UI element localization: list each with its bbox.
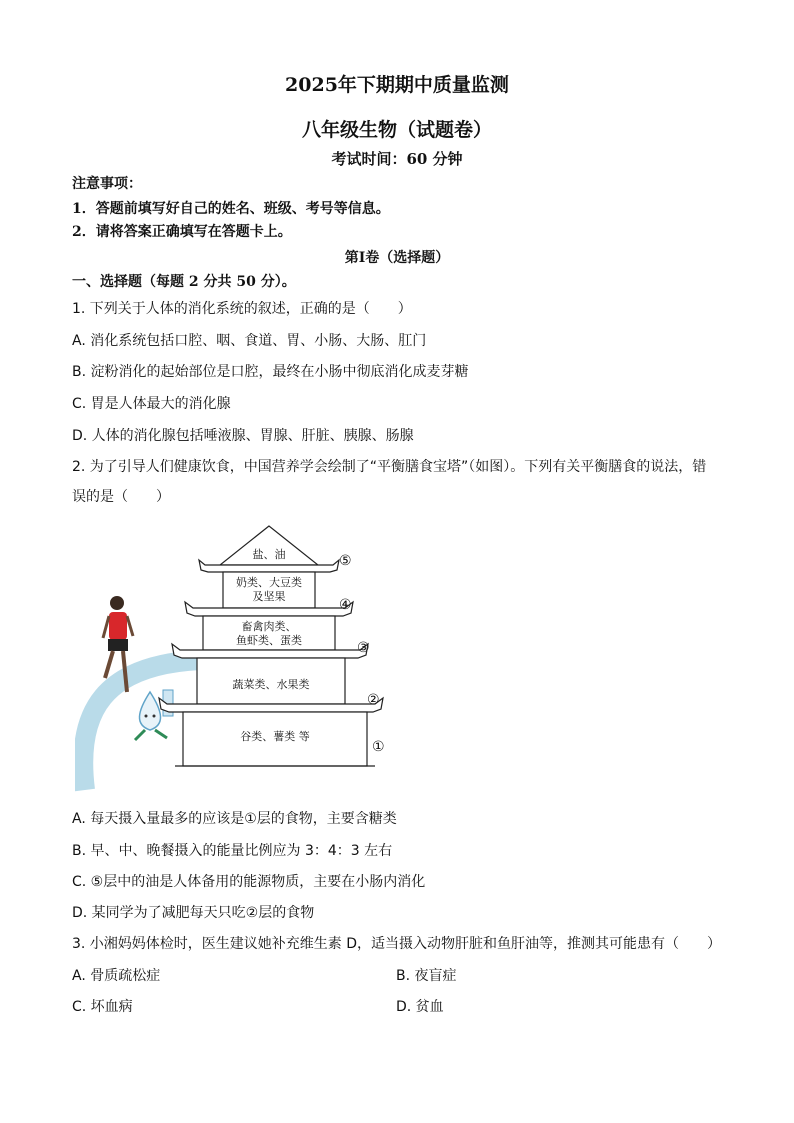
question-1-option-d: D. 人体的消化腺包括唾液腺、胃腺、肝脏、胰腺、肠腺 — [72, 428, 414, 444]
question-2-option-a: A. 每天摄入量最多的应该是①层的食物，主要含糖类 — [72, 811, 397, 827]
level-1-marker: ① — [372, 739, 385, 755]
level-2-marker: ② — [367, 692, 380, 708]
notice-item-2: 2．请将答案正确填写在答题卡上。 — [72, 224, 292, 240]
section-title: 一、选择题（每题 2 分共 50 分）。 — [72, 274, 296, 290]
question-1-option-c: C. 胃是人体最大的消化腺 — [72, 396, 231, 412]
level-1-label: 谷类、薯类 等 — [240, 730, 310, 743]
question-2-option-c: C. ⑤层中的油是人体备用的能源物质，主要在小肠内消化 — [72, 874, 426, 890]
question-3-option-c: C. 坏血病 — [72, 999, 133, 1015]
level-4-label-line2: 及坚果 — [252, 590, 286, 603]
question-1-option-a: A. 消化系统包括口腔、咽、食道、胃、小肠、大肠、肛门 — [72, 333, 427, 349]
exam-subtitle: 八年级生物（试题卷） — [301, 119, 492, 141]
level-2-label: 蔬菜类、水果类 — [232, 678, 310, 691]
question-3-option-d: D. 贫血 — [396, 999, 444, 1015]
level-3-label-line1: 畜禽肉类、 — [241, 620, 297, 633]
question-2-option-b: B. 早、中、晚餐摄入的能量比例应为 3：4：3 左右 — [72, 843, 393, 859]
question-1-option-b: B. 淀粉消化的起始部位是口腔，最终在小肠中彻底消化成麦芽糖 — [72, 364, 469, 380]
question-3-option-a: A. 骨质疏松症 — [72, 968, 161, 984]
question-1-stem: 1. 下列关于人体的消化系统的叙述，正确的是（ ） — [72, 301, 412, 317]
question-2-stem-line2: 误的是（ ） — [72, 489, 170, 505]
level-3-label-line2: 鱼虾类、蛋类 — [236, 634, 302, 647]
diet-pagoda-figure — [75, 520, 395, 792]
question-3-stem: 3. 小湘妈妈体检时，医生建议她补充维生素 D，适当摄入动物肝脏和鱼肝油等，推测其可能患有（ ） — [72, 936, 722, 952]
level-4-marker: ④ — [339, 597, 352, 613]
part-title: 第Ⅰ卷（选择题） — [344, 250, 450, 266]
level-3-marker: ③ — [357, 640, 370, 656]
question-3-option-b: B. 夜盲症 — [396, 968, 457, 984]
notice-item-1: 1．答题前填写好自己的姓名、班级、考号等信息。 — [72, 201, 390, 217]
level-5-label: 盐、油 — [252, 548, 286, 561]
exam-time: 考试时间：60 分钟 — [331, 150, 463, 168]
level-5-marker: ⑤ — [339, 553, 352, 569]
water-drop-mascot — [135, 690, 173, 740]
question-2-stem-line1: 2. 为了引导人们健康饮食，中国营养学会绘制了“平衡膳食宝塔”（如图）。下列有关平衡膳食的说法，错 — [72, 459, 707, 475]
question-2-option-d: D. 某同学为了减肥每天只吃②层的食物 — [72, 905, 315, 921]
exam-title: 2025年下期期中质量监测 — [285, 74, 509, 96]
notice-heading: 注意事项： — [72, 176, 142, 192]
level-4-label-line1: 奶类、大豆类 — [236, 576, 302, 589]
